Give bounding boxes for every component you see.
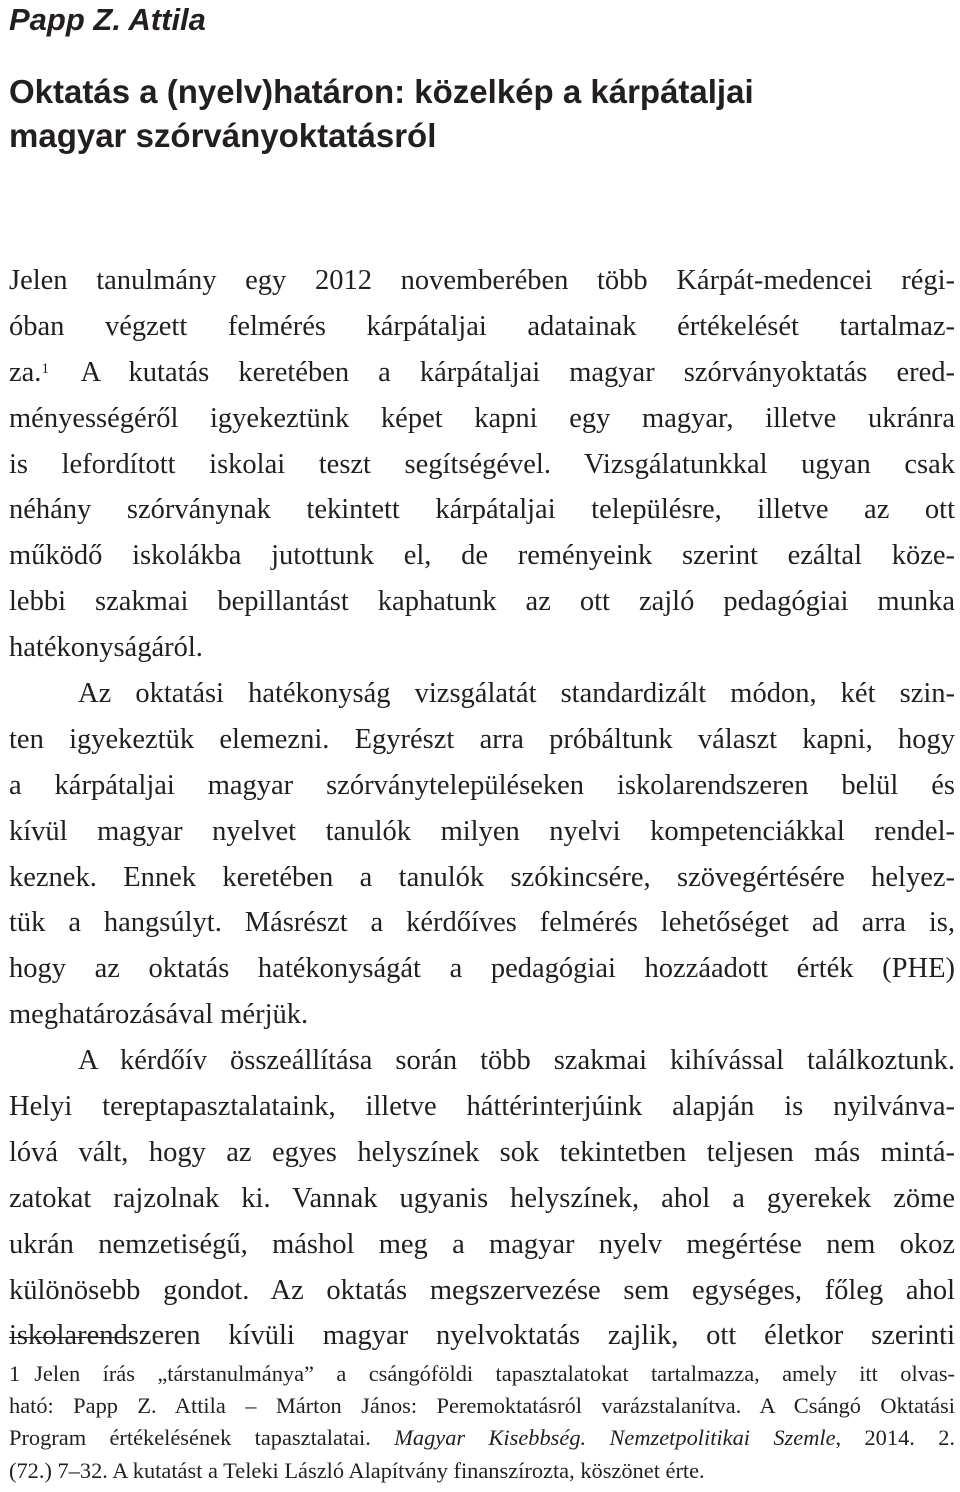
text-line: A kérdőív összeállítása során több szakmai kihívással találkoztunk. — [78, 1045, 955, 1077]
title-line: magyar szórványoktatásról — [9, 117, 437, 154]
text-line: Jelen tanulmány egy 2012 novemberében több Kárpát-medencei régi- — [9, 265, 955, 296]
footnote-line: ható: Papp Z. Attila – Márton János: Peremoktatásról varázstalanítva. A Csángó Oktatási — [9, 1393, 955, 1419]
text-line: zatokat rajzolnak ki. Vannak ugyanis helyszínek, ahol a gyerekek zöme — [9, 1182, 955, 1214]
text-line: lóvá vált, hogy az egyes helyszínek sok tekintetben teljesen más mintá- — [9, 1136, 955, 1168]
text-fragment: A kutatás keretében a kárpátaljai magyar szórványoktatás ered- — [80, 356, 955, 388]
text-line: óban végzett felmérés kárpátaljai adatainak értékelését tartalmaz- — [9, 310, 955, 342]
footnote-1 — [9, 1358, 955, 1487]
title-line: Oktatás a (nyelv)határon: közelkép a kárpátaljai — [9, 73, 754, 110]
footnote-number: 1 — [9, 1361, 21, 1386]
text-fragment: , 2014. 2. — [835, 1425, 955, 1451]
paragraph-2 — [9, 671, 955, 1038]
footnote-line: (72.) 7–32. A kutatást a Teleki László Alapítvány finanszírozta, köszönet érte. — [9, 1457, 705, 1483]
footnote-line — [9, 1358, 955, 1390]
footnote-line — [9, 1422, 955, 1454]
text-line: tük a hangsúlyt. Másrészt a kérdőíves felmérés lehetőséget ad arra is, — [9, 907, 955, 939]
text-line: meghatározásával mérjük. — [9, 999, 309, 1031]
article-title — [9, 70, 939, 158]
text-line: ten igyekeztük elemezni. Egyrészt arra próbáltunk választ kapni, hogy — [9, 723, 955, 755]
text-line: hogy az oktatás hatékonyságát a pedagógiai hozzáadott érték (PHE) — [9, 953, 955, 985]
journal-title: Magyar Kisebbség. Nemzetpolitikai Szemle — [394, 1425, 836, 1451]
footnote-separator — [9, 1337, 137, 1338]
text-line: is lefordított iskolai teszt segítségével. Vizsgálatunkkal ugyan csak — [9, 448, 955, 480]
article-body — [9, 258, 955, 1359]
text-line: keznek. Ennek keretében a tanulók szókincsére, szövegértésére helyez- — [9, 861, 955, 893]
text-line: Az oktatási hatékonyság vizsgálatát standardizált módon, két szin- — [78, 678, 955, 710]
paragraph-1 — [9, 258, 955, 671]
text-line: kívül magyar nyelvet tanulók milyen nyelvi kompetenciákkal rendel- — [9, 815, 955, 847]
text-line: ményességéről igyekeztünk képet kapni egy magyar, illetve ukránra — [9, 402, 955, 434]
text-fragment: Program értékelésének tapasztalatai. — [9, 1425, 371, 1451]
text-line: működő iskolákba jutottunk el, de reményeink szerint ezáltal köze- — [9, 540, 955, 572]
footnote-reference[interactable]: 1 — [41, 360, 49, 377]
author-name: Papp Z. Attila — [9, 2, 206, 37]
text-line: Helyi tereptapasztalataink, illetve háttérinterjúink alapján is nyilvánva- — [9, 1091, 955, 1123]
text-fragment: Jelen írás „társtanulmánya” a csángóföldi tapasztalatokat tartalmazza, amely itt olvas- — [34, 1361, 955, 1386]
text-line: a kárpátaljai magyar szórványtelepüléseken iskolarendszeren belül és — [9, 769, 955, 801]
text-line — [9, 350, 955, 396]
text-line: lebbi szakmai bepillantást kaphatunk az ott zajló pedagógiai munka — [9, 586, 955, 618]
text-line: néhány szórványnak tekintett kárpátaljai településre, illetve az ott — [9, 494, 955, 526]
text-line: különösebb gondot. Az oktatás megszervezése sem egységes, főleg ahol — [9, 1274, 955, 1306]
paragraph-3 — [9, 1038, 955, 1359]
text-line: hatékonyságáról. — [9, 632, 203, 664]
text-line: ukrán nemzetiségű, máshol meg a magyar nyelv megértése nem okoz — [9, 1228, 955, 1260]
text-line: iskolarendszeren kívüli magyar nyelvoktatás zajlik, ott életkor szerinti — [9, 1320, 955, 1352]
text-fragment: za. — [9, 356, 42, 388]
